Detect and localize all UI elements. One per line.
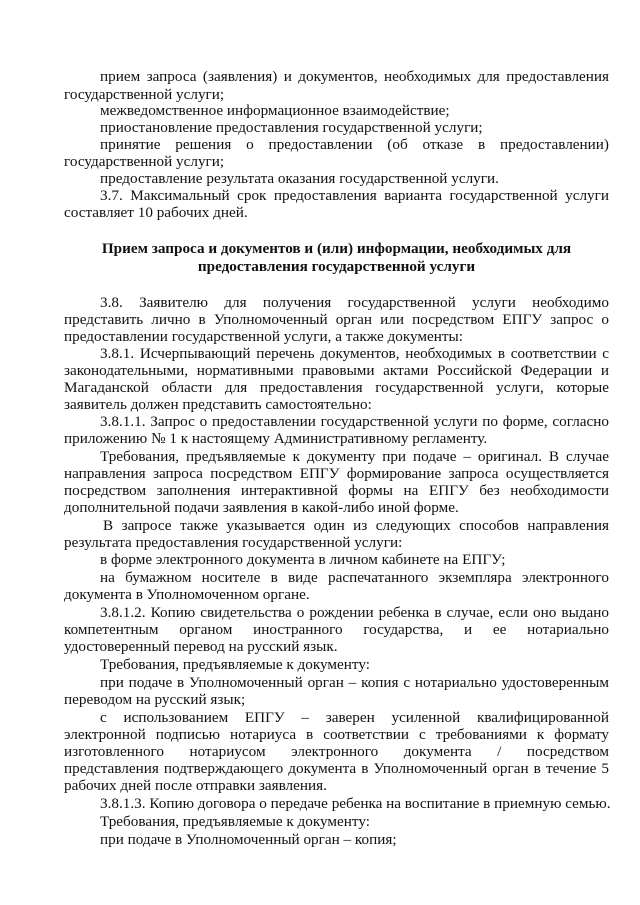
text-line: изготовленного нотариусом электронного документа / посредством: [64, 743, 609, 760]
text-line: государственной услуги;: [64, 86, 225, 103]
text-line: компетентным органом иностранного государства, и ее нотариально: [64, 621, 609, 638]
text-line: прием запроса (заявления) и документов, необходимых для предоставления: [100, 68, 609, 85]
text-line: переводом на русский язык;: [64, 691, 246, 708]
section-heading: предоставления государственной услуги: [197, 258, 476, 275]
text-line: законодательными, нормативными правовыми актами Российской Федерации и: [64, 362, 609, 379]
text-line: представить лично в Уполномоченный орган или посредством ЕПГУ запрос о: [64, 311, 609, 328]
text-line: на бумажном носителе в виде распечатанного экземпляра электронного: [100, 569, 609, 586]
text-line: 3.7. Максимальный срок предоставления варианта государственной услуги: [100, 187, 609, 204]
text-line: электронной подписью нотариуса в соответствии с требованиями к формату: [64, 726, 609, 743]
text-line: представления подтверждающего документа в Уполномоченный орган в течение 5: [64, 760, 609, 777]
text-line: предоставление результата оказания государственной услуги.: [100, 170, 499, 187]
text-line: дополнительной подачи заявления в какой-либо иной форме.: [64, 499, 459, 516]
text-line: государственной услуги;: [64, 153, 225, 170]
text-line: приостановление предоставления государственной услуги;: [100, 119, 483, 136]
text-line: приложению № 1 к настоящему Административному регламенту.: [64, 430, 488, 447]
text-line: принятие решения о предоставлении (об отказе в предоставлении): [100, 136, 609, 153]
text-line: 3.8.1. Исчерпывающий перечень документов, необходимых в соответствии с: [100, 345, 609, 362]
text-line: в форме электронного документа в личном кабинете на ЕПГУ;: [100, 551, 506, 568]
text-line: результата предоставления государственной услуги:: [64, 534, 403, 551]
text-line: 3.8.1.2. Копию свидетельства о рождении ребенка в случае, если оно выдано: [100, 604, 609, 621]
text-line: Магаданской области для предоставления государственной услуги, которые: [64, 379, 609, 396]
section-heading: Прием запроса и документов и (или) информации, необходимых для: [101, 240, 572, 257]
text-line: посредством заполнения интерактивной формы на ЕПГУ без необходимости: [64, 482, 609, 499]
text-line: Требования, предъявляемые к документу:: [100, 813, 370, 830]
text-line: при подаче в Уполномоченный орган – копия;: [100, 831, 397, 848]
text-line: рабочих дней после отправки заявления.: [64, 777, 327, 794]
text-line: заявитель должен представить самостоятельно:: [64, 396, 372, 413]
text-line: направления запроса посредством ЕПГУ формирование запроса осуществляется: [64, 465, 609, 482]
text-line: предоставлении государственной услуги, а также документы:: [64, 328, 463, 345]
text-line: 3.8.1.1. Запрос о предоставлении государственной услуги по форме, согласно: [100, 413, 609, 430]
text-line: удостоверенный перевод на русский язык.: [64, 638, 338, 655]
text-line: документа в Уполномоченном органе.: [64, 586, 310, 603]
text-line: Требования, предъявляемые к документу:: [100, 656, 370, 673]
text-line: 3.8. Заявителю для получения государственной услуги необходимо: [100, 294, 609, 311]
text-line: с использованием ЕПГУ – заверен усиленной квалифицированной: [100, 709, 609, 726]
text-line: Требования, предъявляемые к документу при подаче – оригинал. В случае: [100, 448, 609, 465]
text-line: 3.8.1.3. Копию договора о передаче ребенка на воспитание в приемную семью.: [100, 795, 611, 812]
text-line: межведомственное информационное взаимодействие;: [100, 102, 450, 119]
text-line: В запросе также указывается один из следующих способов направления: [103, 517, 609, 534]
text-line: при подаче в Уполномоченный орган – копия с нотариально удостоверенным: [100, 674, 609, 691]
text-line: составляет 10 рабочих дней.: [64, 204, 248, 221]
